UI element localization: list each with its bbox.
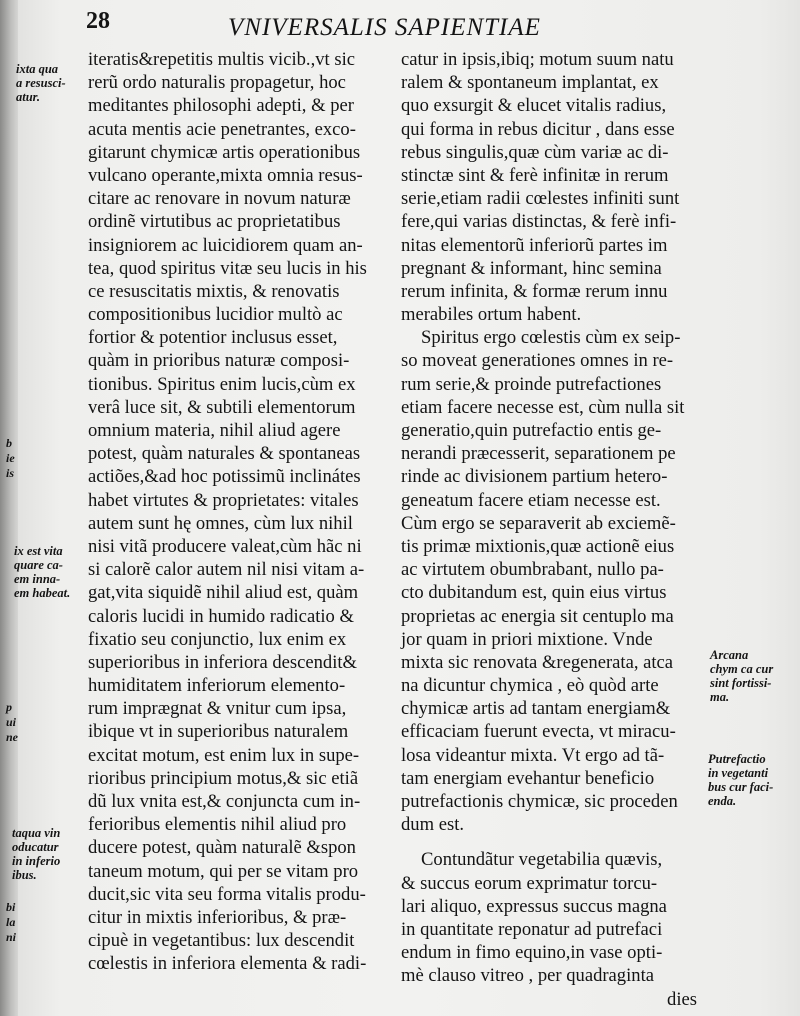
text-line: cto dubitandum est, quin eius virtus (401, 582, 667, 604)
margin-note-line: bus cur faci- (708, 780, 774, 794)
margin-note-line: Putrefactio (708, 752, 766, 766)
text-line: rerũ ordo naturalis propagetur, hoc (88, 72, 346, 94)
text-line: rerum infinita, & formæ rerum innu (401, 280, 668, 302)
margin-note-line: in inferio (12, 854, 61, 868)
left-margin-fragment (6, 436, 15, 481)
text-line: dum est. (401, 814, 465, 836)
text-line: rioribus principium motus,& sic etiã (88, 767, 359, 789)
text-line: stinctæ sint & ferè infinitæ in rerum (401, 164, 669, 186)
text-line: compositionibus lucidior multò ac (88, 304, 343, 326)
text-line: so moveat generationes omnes in re- (401, 350, 674, 372)
text-line: meditantes philosophi adepti, & per (88, 95, 354, 117)
text-line: ibique vt in superioribus naturalem (88, 721, 349, 743)
text-line: citur in mixtis inferioribus, & præ- (88, 906, 347, 928)
text-line: mè clauso vitreo , per quadraginta (401, 965, 654, 987)
text-line: potest, quàm naturales & spontaneas (88, 443, 361, 465)
text-line: ferioribus elementis nihil aliud pro (88, 814, 347, 836)
text-line: efficaciam fuerunt evecta, vt miracu- (401, 721, 676, 743)
catchword: dies (667, 988, 697, 1010)
margin-note-line: ixta qua (16, 62, 59, 76)
margin-note-line: taqua vin (12, 826, 61, 840)
text-line: ordinẽ virtutibus ac proprietatibus (88, 211, 341, 233)
paragraph-start-line: Spiritus ergo cœlestis cùm ex seip- (421, 327, 681, 349)
margin-fragment-line: ne (6, 730, 18, 744)
text-line: putrefactionis chymicæ, sic proceden (401, 791, 678, 812)
text-line: gitarunt chymicæ artis operationibus (88, 141, 361, 163)
margin-fragment-line: is (6, 466, 15, 480)
paragraph-start-line: Contundãtur vegetabilia quævis, (421, 849, 663, 871)
margin-fragment-line: p (6, 700, 12, 714)
text-line: tea, quod spiritus vitæ seu lucis in his (88, 257, 367, 279)
margin-fragment-line: ni (6, 930, 17, 944)
text-line: taneum motum, qui per se vitam pro (88, 860, 359, 882)
text-line: pregnant & informant, hinc semina (401, 257, 662, 279)
page-number: 28 (86, 8, 110, 34)
text-line: & succus eorum exprimatur torcu- (401, 872, 658, 894)
text-line: tam energiam evehantur beneficio (401, 767, 655, 789)
text-line: caloris lucidi in humido radicatio & (88, 605, 354, 627)
text-line: rinde ac divisionem partium hetero- (401, 466, 668, 488)
text-line: quàm in prioribus naturæ composi- (88, 350, 350, 372)
text-line: habet virtutes & proprietates: vitales (88, 489, 359, 511)
text-line: acuta mentis acie penetrantes, exco- (88, 118, 356, 140)
margin-note-line: oducatur (12, 840, 59, 854)
margin-note-line: ix est vita (14, 544, 63, 558)
text-line: cipuè in vegetantibus: lux descendit (88, 930, 355, 952)
text-line: verâ luce sit, & subtili elementorum (88, 396, 356, 418)
margin-fragment-line: la (6, 915, 16, 929)
margin-note-line: sint fortissi- (710, 676, 772, 690)
text-line: qui forma in rebus dicitur , dans esse (401, 118, 675, 140)
margin-fragment-line: bi (6, 900, 16, 914)
text-line: ralem & spontaneum implantat, ex (401, 72, 659, 94)
text-line: quo exsurgit & elucet vitalis radius, (401, 95, 667, 117)
margin-note-line: ma. (710, 690, 730, 704)
text-line: ducere potest, quàm naturalẽ &spon (88, 837, 356, 859)
left-margin-note (14, 544, 70, 600)
text-line: ducit,sic vita seu forma vitalis produ- (88, 883, 366, 905)
text-line: generatio,quin putrefactio entis ge- (401, 420, 662, 441)
text-line: humiditatem inferiorum elemento- (88, 675, 346, 697)
left-margin-note (16, 62, 66, 104)
text-line: geneatum facere etiam necesse est. (401, 489, 661, 511)
text-line: rum serie,& proinde putrefactiones (401, 373, 662, 395)
text-line: in quantitate reponatur ad putrefaci (401, 918, 663, 940)
text-line: mixta sic renovata &regenerata, atca (401, 651, 674, 673)
margin-note-line: enda. (708, 794, 737, 808)
left-margin-fragment (6, 900, 16, 945)
text-line: tionibus. Spiritus enim lucis,cùm ex (88, 373, 356, 395)
text-line: autem sunt hę omnes, cùm lux nihil (88, 512, 353, 534)
text-line: vulcano operante,mixta omnia resus- (88, 164, 363, 186)
margin-note-line: ibus. (12, 868, 37, 882)
text-line: ce resuscitatis mixtis, & renovatis (88, 280, 340, 302)
left-margin-fragment (6, 700, 18, 745)
margin-note-line: a resusci- (16, 76, 66, 90)
text-line: endum in fimo equino,in vase opti- (401, 942, 663, 964)
text-line: jor quam in priori mixtione. Vnde (401, 628, 653, 650)
left-text-column (88, 48, 388, 976)
text-line: chymicæ artis ad tantam energiam& (401, 698, 671, 720)
right-margin-note (708, 752, 773, 808)
text-line: Cùm ergo se separaverit ab exciemẽ- (401, 512, 676, 534)
text-line: proprietas ac energia sit centuplo ma (401, 605, 674, 627)
text-line: citare ac renovare in novum naturæ (88, 188, 351, 210)
text-line: fere,qui varias distinctas, & ferè infi- (401, 211, 677, 233)
text-line: si calorẽ calor autem nil nisi vitam a- (88, 559, 365, 581)
text-line: lari aliquo, expressus succus magna (401, 895, 667, 917)
margin-note-line: atur. (16, 90, 40, 104)
left-margin-note (12, 826, 60, 882)
margin-note-line: Arcana (710, 648, 749, 662)
margin-note-line: em inna- (14, 572, 61, 586)
text-line: superioribus in inferiora descendit& (88, 651, 358, 673)
margin-note-line: in vegetanti (708, 766, 769, 780)
text-line: excitat motum, est enim lux in supe- (88, 744, 360, 766)
text-line: nitas elementorũ inferiorũ partes im (401, 234, 668, 256)
margin-fragment-line: ui (6, 715, 17, 729)
text-line: cœlestis in inferiora elementa & radi- (88, 953, 367, 975)
text-line: nisi vitã producere valeat,cùm hãc ni (88, 535, 362, 557)
right-margin-note (710, 648, 773, 704)
text-line: actiões,&ad hoc potissimũ inclinátes (88, 466, 361, 488)
text-line: na dicuntur chymica , eò quòd arte (401, 675, 659, 697)
margin-fragment-line: ie (6, 451, 15, 465)
text-line: fortior & potentior inclusus esset, (88, 327, 338, 349)
text-line: rebus singulis,quæ cùm variæ ac di- (401, 141, 669, 163)
margin-note-line: em habeat. (14, 586, 71, 600)
margin-fragment-line: b (6, 436, 12, 450)
text-line: catur in ipsis,ibiq; motum suum natu (401, 49, 674, 70)
text-line: fixatio seu conjunctio, lux enim ex (88, 628, 347, 650)
margin-note-line: chym ca cur (710, 662, 774, 676)
text-line: nerandi præcesserit, separationem pe (401, 443, 676, 465)
text-line: merabiles ortum habent. (401, 304, 582, 326)
text-line: ac virtutem obumbrabant, nullo pa- (401, 559, 664, 581)
text-line: rum imprægnat & vnitur cum ipsa, (88, 698, 347, 720)
text-line: losa videantur mixta. Vt ergo ad tã- (401, 744, 665, 766)
text-line: serie,etiam radii cœlestes infiniti sunt (401, 188, 680, 210)
text-line: omnium materia, nihil aliud agere (88, 420, 341, 441)
text-line: dũ lux vnita est,& conjuncta cum in- (88, 791, 361, 812)
text-line: iteratis&repetitis multis vicib.,vt sic (88, 49, 355, 70)
text-line: etiam facere necesse est, cùm nulla sit (401, 396, 685, 418)
text-line: tis primæ mixtionis,quæ actionẽ eius (401, 535, 675, 557)
running-head: VNIVERSALIS SAPIENTIAE (228, 14, 541, 41)
text-line: insigniorem ac luicidiorem quam an- (88, 234, 363, 256)
right-text-column (401, 48, 705, 1011)
text-line: gat,vita siquidẽ nihil aliud est, quàm (88, 582, 359, 604)
margin-note-line: quare ca- (14, 558, 63, 572)
